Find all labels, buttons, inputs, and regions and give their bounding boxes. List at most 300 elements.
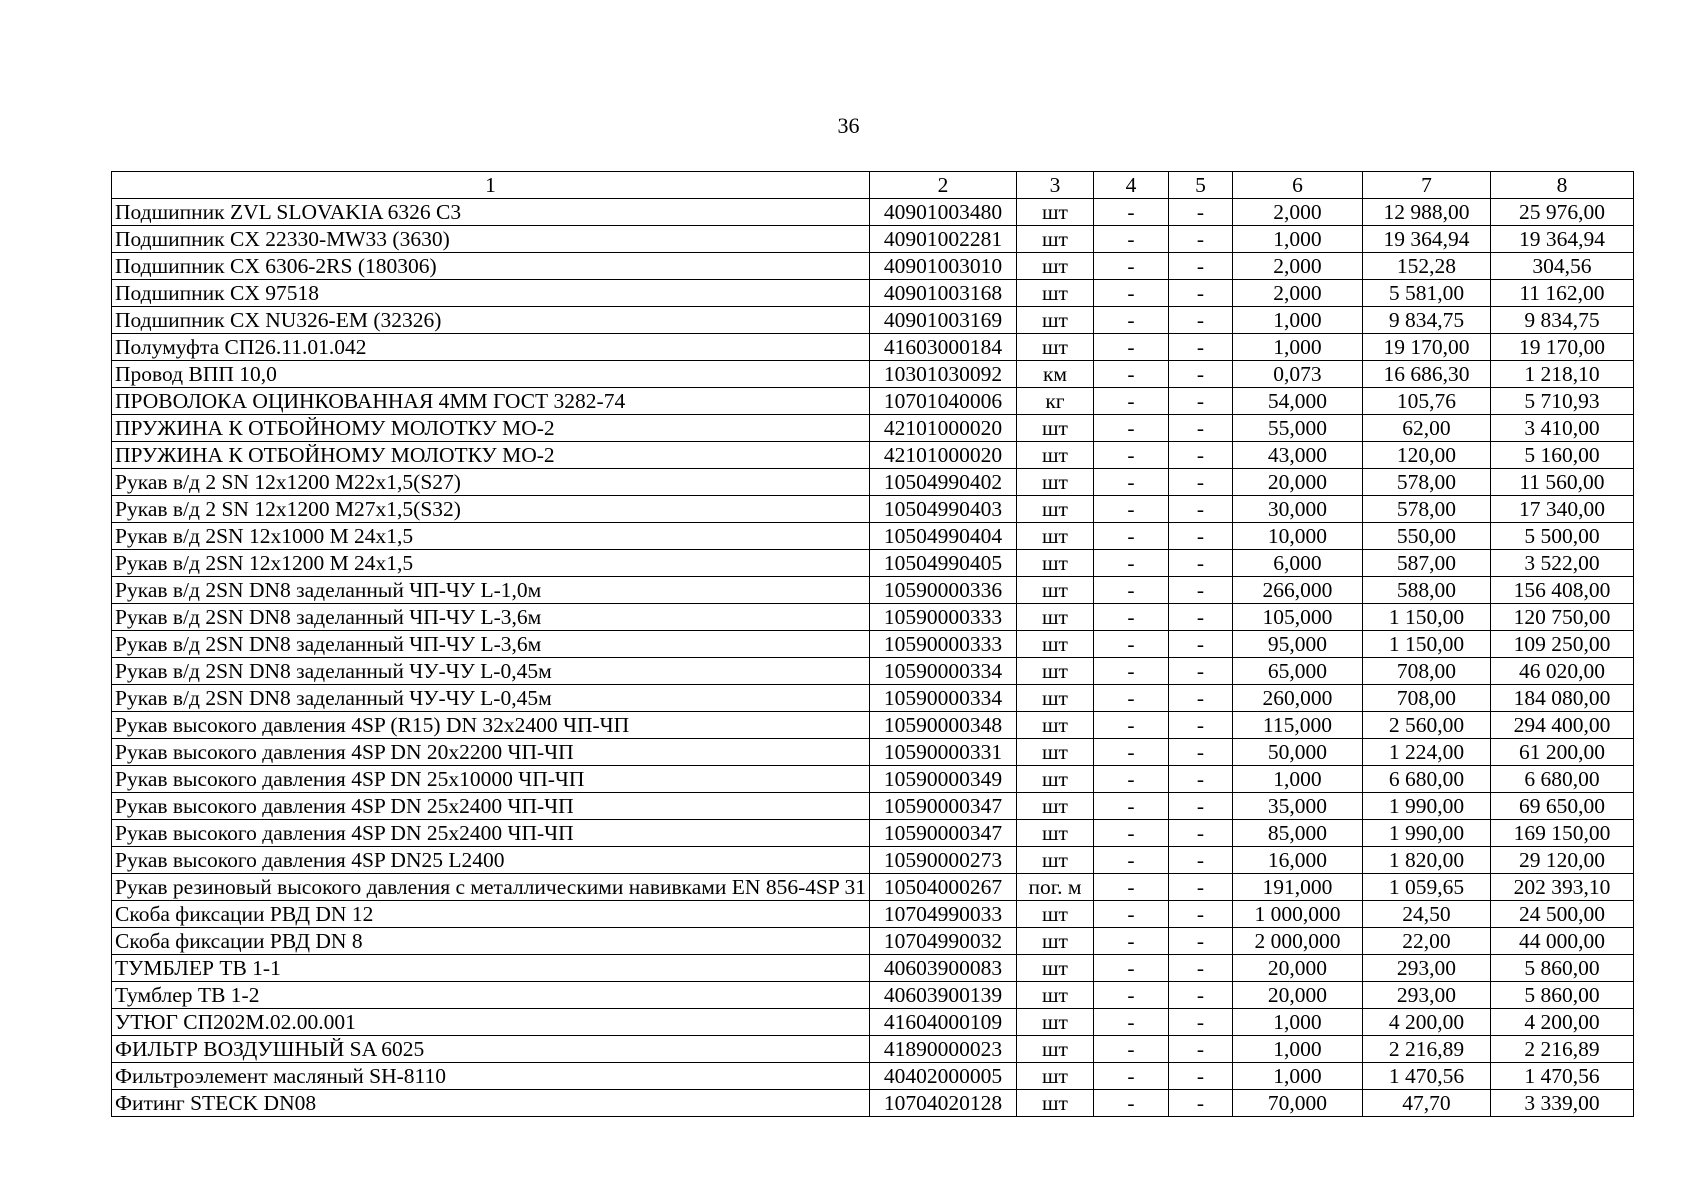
item-price: 62,00 [1362, 415, 1490, 442]
item-quantity: 70,000 [1232, 1090, 1362, 1117]
table-row [112, 550, 1634, 577]
item-col5: - [1168, 253, 1232, 280]
item-quantity: 1,000 [1232, 307, 1362, 334]
item-sum: 2 216,89 [1490, 1036, 1633, 1063]
item-quantity: 1 000,000 [1232, 901, 1362, 928]
item-name: ПРУЖИНА К ОТБОЙНОМУ МОЛОТКУ МО-2 [112, 415, 870, 442]
item-code: 40901002281 [869, 226, 1016, 253]
item-col4: - [1093, 415, 1168, 442]
item-col4: - [1093, 901, 1168, 928]
item-col5: - [1168, 685, 1232, 712]
item-name: ФИЛЬТР ВОЗДУШНЫЙ SA 6025 [112, 1036, 870, 1063]
item-code: 10301030092 [869, 361, 1016, 388]
item-price: 9 834,75 [1362, 307, 1490, 334]
item-unit: шт [1016, 982, 1093, 1009]
item-sum: 156 408,00 [1490, 577, 1633, 604]
item-price: 120,00 [1362, 442, 1490, 469]
item-col5: - [1168, 928, 1232, 955]
item-price: 588,00 [1362, 577, 1490, 604]
item-col4: - [1093, 955, 1168, 982]
item-col5: - [1168, 793, 1232, 820]
item-col5: - [1168, 604, 1232, 631]
item-sum: 9 834,75 [1490, 307, 1633, 334]
item-price: 24,50 [1362, 901, 1490, 928]
item-sum: 3 339,00 [1490, 1090, 1633, 1117]
item-code: 42101000020 [869, 442, 1016, 469]
item-name: Фильтроэлемент масляный SH-8110 [112, 1063, 870, 1090]
item-col4: - [1093, 766, 1168, 793]
table-row [112, 280, 1634, 307]
item-name: Подшипник CX 22330-MW33 (3630) [112, 226, 870, 253]
item-unit: шт [1016, 469, 1093, 496]
item-sum: 109 250,00 [1490, 631, 1633, 658]
item-col4: - [1093, 1036, 1168, 1063]
item-price: 5 581,00 [1362, 280, 1490, 307]
item-price: 1 990,00 [1362, 820, 1490, 847]
item-sum: 184 080,00 [1490, 685, 1633, 712]
item-col5: - [1168, 1090, 1232, 1117]
item-col5: - [1168, 307, 1232, 334]
item-quantity: 30,000 [1232, 496, 1362, 523]
item-quantity: 16,000 [1232, 847, 1362, 874]
item-unit: шт [1016, 199, 1093, 226]
item-name: Подшипник CX 97518 [112, 280, 870, 307]
item-unit: шт [1016, 604, 1093, 631]
table-row [112, 955, 1634, 982]
item-quantity: 1,000 [1232, 334, 1362, 361]
item-sum: 1 218,10 [1490, 361, 1633, 388]
item-quantity: 43,000 [1232, 442, 1362, 469]
item-col4: - [1093, 307, 1168, 334]
item-unit: шт [1016, 280, 1093, 307]
item-name: Тумблер ТВ 1-2 [112, 982, 870, 1009]
item-sum: 202 393,10 [1490, 874, 1633, 901]
item-code: 40402000005 [869, 1063, 1016, 1090]
item-col5: - [1168, 1009, 1232, 1036]
page-number: 36 [837, 113, 860, 138]
table-row [112, 658, 1634, 685]
item-sum: 19 364,94 [1490, 226, 1633, 253]
table-row [112, 766, 1634, 793]
item-sum: 5 500,00 [1490, 523, 1633, 550]
item-col4: - [1093, 496, 1168, 523]
column-header-1: 1 [112, 172, 870, 199]
item-code: 41890000023 [869, 1036, 1016, 1063]
item-col4: - [1093, 658, 1168, 685]
item-price: 1 150,00 [1362, 631, 1490, 658]
item-price: 152,28 [1362, 253, 1490, 280]
item-sum: 25 976,00 [1490, 199, 1633, 226]
item-code: 40901003169 [869, 307, 1016, 334]
item-price: 1 059,65 [1362, 874, 1490, 901]
item-col5: - [1168, 874, 1232, 901]
item-sum: 3 522,00 [1490, 550, 1633, 577]
table-row [112, 226, 1634, 253]
item-quantity: 1,000 [1232, 1036, 1362, 1063]
item-name: ПРУЖИНА К ОТБОЙНОМУ МОЛОТКУ МО-2 [112, 442, 870, 469]
item-col5: - [1168, 523, 1232, 550]
item-sum: 19 170,00 [1490, 334, 1633, 361]
item-unit: шт [1016, 739, 1093, 766]
item-code: 41604000109 [869, 1009, 1016, 1036]
table-row [112, 577, 1634, 604]
item-price: 6 680,00 [1362, 766, 1490, 793]
item-code: 10590000333 [869, 631, 1016, 658]
item-name: Рукав высокого давления 4SP DN 25x2400 ЧП-ЧП [112, 820, 870, 847]
item-col4: - [1093, 280, 1168, 307]
item-quantity: 1,000 [1232, 1009, 1362, 1036]
item-code: 10704990033 [869, 901, 1016, 928]
item-price: 22,00 [1362, 928, 1490, 955]
item-unit: кг [1016, 388, 1093, 415]
item-col5: - [1168, 820, 1232, 847]
item-sum: 24 500,00 [1490, 901, 1633, 928]
item-col5: - [1168, 955, 1232, 982]
item-name: Рукав в/д 2 SN 12x1200 М27x1,5(S32) [112, 496, 870, 523]
item-quantity: 115,000 [1232, 712, 1362, 739]
item-col4: - [1093, 874, 1168, 901]
item-unit: шт [1016, 631, 1093, 658]
item-quantity: 0,073 [1232, 361, 1362, 388]
item-col4: - [1093, 388, 1168, 415]
table-row [112, 604, 1634, 631]
item-unit: шт [1016, 928, 1093, 955]
table-row [112, 928, 1634, 955]
table-row [112, 1090, 1634, 1117]
item-name: Подшипник CX 6306-2RS (180306) [112, 253, 870, 280]
item-quantity: 35,000 [1232, 793, 1362, 820]
item-unit: шт [1016, 496, 1093, 523]
item-name: Рукав в/д 2 SN 12x1200 М22x1,5(S27) [112, 469, 870, 496]
table-row [112, 739, 1634, 766]
item-sum: 5 860,00 [1490, 955, 1633, 982]
item-col5: - [1168, 442, 1232, 469]
item-code: 10701040006 [869, 388, 1016, 415]
table-row [112, 253, 1634, 280]
item-unit: шт [1016, 523, 1093, 550]
item-quantity: 10,000 [1232, 523, 1362, 550]
table-row [112, 874, 1634, 901]
item-price: 2 216,89 [1362, 1036, 1490, 1063]
column-header-8: 8 [1490, 172, 1633, 199]
item-col5: - [1168, 766, 1232, 793]
column-header-4: 4 [1093, 172, 1168, 199]
table-row [112, 1009, 1634, 1036]
item-code: 42101000020 [869, 415, 1016, 442]
item-name: ПРОВОЛОКА ОЦИНКОВАННАЯ 4ММ ГОСТ 3282-74 [112, 388, 870, 415]
table-row [112, 469, 1634, 496]
table-row [112, 685, 1634, 712]
item-name: Рукав в/д 2SN DN8 заделанный ЧП-ЧУ L-3,6м [112, 631, 870, 658]
item-col4: - [1093, 739, 1168, 766]
item-sum: 61 200,00 [1490, 739, 1633, 766]
item-code: 40603900139 [869, 982, 1016, 1009]
table-row [112, 793, 1634, 820]
item-code: 10590000331 [869, 739, 1016, 766]
item-price: 47,70 [1362, 1090, 1490, 1117]
item-code: 40901003480 [869, 199, 1016, 226]
item-name: Рукав резиновый высокого давления с металлическими навивками EN 856-4SP 31 [112, 874, 870, 901]
item-code: 10504990402 [869, 469, 1016, 496]
item-col5: - [1168, 982, 1232, 1009]
item-code: 10590000334 [869, 658, 1016, 685]
item-quantity: 105,000 [1232, 604, 1362, 631]
item-name: Рукав высокого давления 4SP DN 25x2400 ЧП-ЧП [112, 793, 870, 820]
item-unit: пог. м [1016, 874, 1093, 901]
item-unit: шт [1016, 1090, 1093, 1117]
item-name: Скоба фиксации РВД DN 8 [112, 928, 870, 955]
item-price: 2 560,00 [1362, 712, 1490, 739]
item-price: 16 686,30 [1362, 361, 1490, 388]
item-col5: - [1168, 388, 1232, 415]
table-row [112, 982, 1634, 1009]
item-col4: - [1093, 361, 1168, 388]
item-name: Подшипник CX NU326-EM (32326) [112, 307, 870, 334]
item-price: 1 990,00 [1362, 793, 1490, 820]
item-unit: шт [1016, 901, 1093, 928]
item-quantity: 65,000 [1232, 658, 1362, 685]
item-price: 1 820,00 [1362, 847, 1490, 874]
item-name: Рукав в/д 2SN DN8 заделанный ЧУ-ЧУ L-0,45м [112, 658, 870, 685]
item-unit: шт [1016, 1009, 1093, 1036]
item-quantity: 95,000 [1232, 631, 1362, 658]
item-col4: - [1093, 793, 1168, 820]
item-col4: - [1093, 631, 1168, 658]
item-col4: - [1093, 604, 1168, 631]
item-col5: - [1168, 631, 1232, 658]
item-code: 10504990405 [869, 550, 1016, 577]
item-name: Провод ВПП 10,0 [112, 361, 870, 388]
item-sum: 5 860,00 [1490, 982, 1633, 1009]
item-sum: 6 680,00 [1490, 766, 1633, 793]
item-quantity: 1,000 [1232, 226, 1362, 253]
item-name: Фитинг STECK DN08 [112, 1090, 870, 1117]
column-header-2: 2 [869, 172, 1016, 199]
item-price: 19 364,94 [1362, 226, 1490, 253]
item-col5: - [1168, 901, 1232, 928]
item-quantity: 1,000 [1232, 766, 1362, 793]
item-col4: - [1093, 820, 1168, 847]
table-row [112, 307, 1634, 334]
item-quantity: 266,000 [1232, 577, 1362, 604]
item-price: 4 200,00 [1362, 1009, 1490, 1036]
item-unit: шт [1016, 955, 1093, 982]
item-col4: - [1093, 550, 1168, 577]
column-header-6: 6 [1232, 172, 1362, 199]
table-row [112, 712, 1634, 739]
item-code: 10704020128 [869, 1090, 1016, 1117]
item-unit: шт [1016, 1036, 1093, 1063]
item-quantity: 85,000 [1232, 820, 1362, 847]
table-header-row [112, 172, 1634, 199]
item-col5: - [1168, 361, 1232, 388]
table-row [112, 820, 1634, 847]
item-code: 10704990032 [869, 928, 1016, 955]
item-code: 41603000184 [869, 334, 1016, 361]
item-col4: - [1093, 523, 1168, 550]
table-row [112, 631, 1634, 658]
item-code: 40603900083 [869, 955, 1016, 982]
item-quantity: 191,000 [1232, 874, 1362, 901]
item-sum: 120 750,00 [1490, 604, 1633, 631]
item-sum: 11 560,00 [1490, 469, 1633, 496]
item-quantity: 6,000 [1232, 550, 1362, 577]
item-quantity: 55,000 [1232, 415, 1362, 442]
item-col4: - [1093, 685, 1168, 712]
item-name: Скоба фиксации РВД DN 12 [112, 901, 870, 928]
item-col4: - [1093, 1009, 1168, 1036]
item-name: Рукав высокого давления 4SP DN 25x10000 ЧП-ЧП [112, 766, 870, 793]
item-quantity: 20,000 [1232, 982, 1362, 1009]
item-col4: - [1093, 982, 1168, 1009]
item-price: 105,76 [1362, 388, 1490, 415]
column-header-7: 7 [1362, 172, 1490, 199]
item-col5: - [1168, 847, 1232, 874]
item-unit: шт [1016, 847, 1093, 874]
item-sum: 5 160,00 [1490, 442, 1633, 469]
item-unit: шт [1016, 658, 1093, 685]
table-row [112, 199, 1634, 226]
item-sum: 44 000,00 [1490, 928, 1633, 955]
item-sum: 5 710,93 [1490, 388, 1633, 415]
item-quantity: 54,000 [1232, 388, 1362, 415]
item-name: Рукав высокого давления 4SP DN25 L2400 [112, 847, 870, 874]
item-unit: шт [1016, 253, 1093, 280]
item-quantity: 2,000 [1232, 280, 1362, 307]
item-col5: - [1168, 334, 1232, 361]
item-name: Рукав в/д 2SN DN8 заделанный ЧУ-ЧУ L-0,45м [112, 685, 870, 712]
item-col5: - [1168, 199, 1232, 226]
item-price: 578,00 [1362, 469, 1490, 496]
item-unit: км [1016, 361, 1093, 388]
item-unit: шт [1016, 550, 1093, 577]
item-code: 10504990403 [869, 496, 1016, 523]
item-code: 40901003168 [869, 280, 1016, 307]
column-header-5: 5 [1168, 172, 1232, 199]
item-col5: - [1168, 577, 1232, 604]
item-name: Рукав высокого давления 4SP DN 20x2200 ЧП-ЧП [112, 739, 870, 766]
item-quantity: 1,000 [1232, 1063, 1362, 1090]
item-col4: - [1093, 334, 1168, 361]
item-quantity: 20,000 [1232, 955, 1362, 982]
item-code: 10590000336 [869, 577, 1016, 604]
table-row [112, 361, 1634, 388]
item-unit: шт [1016, 793, 1093, 820]
table-row [112, 847, 1634, 874]
item-sum: 294 400,00 [1490, 712, 1633, 739]
item-col5: - [1168, 280, 1232, 307]
item-col4: - [1093, 712, 1168, 739]
item-name: Рукав в/д 2SN DN8 заделанный ЧП-ЧУ L-1,0м [112, 577, 870, 604]
item-price: 293,00 [1362, 982, 1490, 1009]
item-code: 10590000349 [869, 766, 1016, 793]
table-row [112, 415, 1634, 442]
table-row [112, 334, 1634, 361]
item-col5: - [1168, 739, 1232, 766]
item-price: 550,00 [1362, 523, 1490, 550]
item-price: 1 150,00 [1362, 604, 1490, 631]
item-col4: - [1093, 226, 1168, 253]
item-col4: - [1093, 928, 1168, 955]
table-row [112, 388, 1634, 415]
item-price: 708,00 [1362, 685, 1490, 712]
item-price: 578,00 [1362, 496, 1490, 523]
item-col4: - [1093, 253, 1168, 280]
table-row [112, 1063, 1634, 1090]
item-sum: 4 200,00 [1490, 1009, 1633, 1036]
item-col4: - [1093, 442, 1168, 469]
item-col5: - [1168, 469, 1232, 496]
inventory-table [111, 171, 1634, 1117]
item-sum: 169 150,00 [1490, 820, 1633, 847]
item-code: 10504000267 [869, 874, 1016, 901]
item-col5: - [1168, 415, 1232, 442]
item-sum: 1 470,56 [1490, 1063, 1633, 1090]
item-price: 12 988,00 [1362, 199, 1490, 226]
item-col4: - [1093, 1063, 1168, 1090]
item-quantity: 2,000 [1232, 199, 1362, 226]
item-sum: 29 120,00 [1490, 847, 1633, 874]
item-col5: - [1168, 1063, 1232, 1090]
item-quantity: 2,000 [1232, 253, 1362, 280]
item-col4: - [1093, 199, 1168, 226]
item-col5: - [1168, 550, 1232, 577]
table-body [112, 199, 1634, 1117]
table-row [112, 523, 1634, 550]
item-unit: шт [1016, 577, 1093, 604]
item-unit: шт [1016, 442, 1093, 469]
item-code: 10590000347 [869, 820, 1016, 847]
item-price: 293,00 [1362, 955, 1490, 982]
item-sum: 11 162,00 [1490, 280, 1633, 307]
item-col4: - [1093, 847, 1168, 874]
item-unit: шт [1016, 415, 1093, 442]
item-col5: - [1168, 226, 1232, 253]
item-code: 10590000347 [869, 793, 1016, 820]
item-code: 10504990404 [869, 523, 1016, 550]
item-unit: шт [1016, 820, 1093, 847]
item-col4: - [1093, 577, 1168, 604]
table-row [112, 496, 1634, 523]
item-col5: - [1168, 1036, 1232, 1063]
item-quantity: 50,000 [1232, 739, 1362, 766]
item-price: 587,00 [1362, 550, 1490, 577]
item-name: Рукав в/д 2SN 12x1200 М 24x1,5 [112, 550, 870, 577]
item-name: УТЮГ СП202М.02.00.001 [112, 1009, 870, 1036]
item-code: 10590000334 [869, 685, 1016, 712]
item-col5: - [1168, 658, 1232, 685]
item-unit: шт [1016, 766, 1093, 793]
item-unit: шт [1016, 712, 1093, 739]
item-price: 708,00 [1362, 658, 1490, 685]
item-sum: 46 020,00 [1490, 658, 1633, 685]
item-unit: шт [1016, 685, 1093, 712]
item-sum: 69 650,00 [1490, 793, 1633, 820]
item-code: 10590000273 [869, 847, 1016, 874]
item-quantity: 2 000,000 [1232, 928, 1362, 955]
column-header-3: 3 [1016, 172, 1093, 199]
table-row [112, 901, 1634, 928]
item-price: 1 224,00 [1362, 739, 1490, 766]
item-unit: шт [1016, 226, 1093, 253]
table-row [112, 442, 1634, 469]
table-row [112, 1036, 1634, 1063]
item-name: Полумуфта СП26.11.01.042 [112, 334, 870, 361]
item-code: 40901003010 [869, 253, 1016, 280]
item-unit: шт [1016, 1063, 1093, 1090]
item-price: 19 170,00 [1362, 334, 1490, 361]
item-col4: - [1093, 1090, 1168, 1117]
